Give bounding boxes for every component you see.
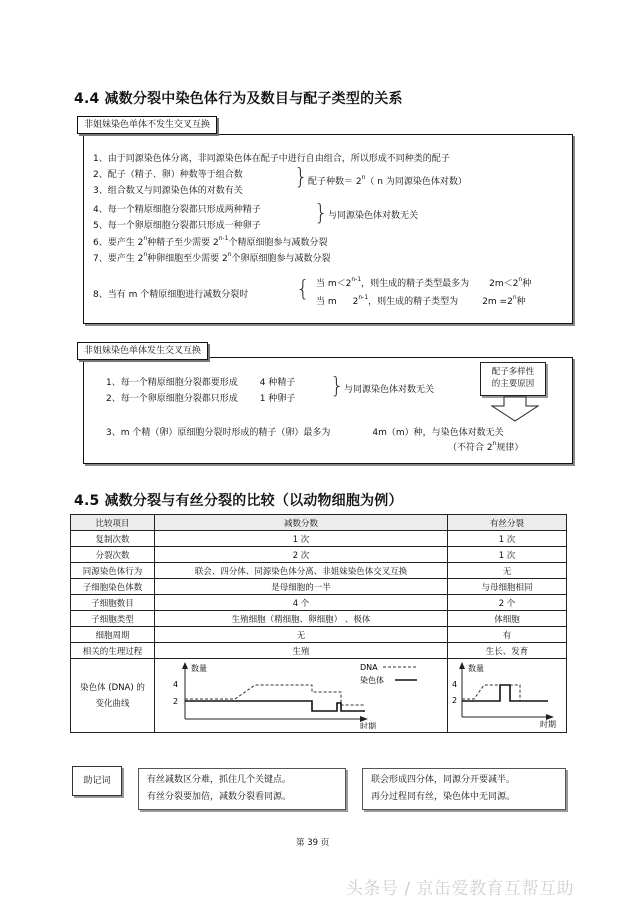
table-cell: 细胞周期 bbox=[71, 627, 155, 643]
box1-line-45-note: 与同源染色体对数无关 bbox=[328, 211, 419, 221]
table-cell: 子细胞类型 bbox=[71, 611, 155, 627]
table-cell: 生殖细胞（精细胞、卵细胞） 、极体 bbox=[155, 611, 448, 627]
table-cell: 子细胞染色体数 bbox=[71, 579, 155, 595]
table-cell: 相关的生理过程 bbox=[71, 643, 155, 659]
table-cell: 分裂次数 bbox=[71, 547, 155, 563]
box2-line-3-note: （不符合 2$^n$规律） bbox=[448, 440, 524, 453]
y-axis-label: 数量 bbox=[468, 664, 484, 673]
mitosis-curve-chart bbox=[448, 659, 566, 729]
table-header: 比较项目 bbox=[71, 515, 155, 531]
dna-series-line bbox=[462, 685, 548, 701]
table-row bbox=[71, 643, 567, 659]
case-2: 当 m 2$^{n-1}$，则生成的精子类型为 $2m =2^n$种 bbox=[316, 294, 526, 307]
table-cell: 生殖 bbox=[155, 643, 448, 659]
mnemonic-left-line-1: 有丝减数区分难，抓住几个关键点。 bbox=[147, 775, 292, 785]
y-tick-2: 2 bbox=[452, 696, 458, 705]
table-cell: 生长、发育 bbox=[448, 643, 567, 659]
table-cell: 无 bbox=[155, 627, 448, 643]
table-cell: 联会、四分体、同源染色体分离、非姐妹染色体交叉互换 bbox=[155, 563, 448, 579]
table-header-row bbox=[71, 515, 567, 531]
brace-icon: { bbox=[296, 277, 310, 302]
watermark: 头条号 / 京缶爱教育互帮互助 bbox=[346, 879, 575, 899]
mnemonic-right-line-1: 联会形成四分体，同源分开要减半。 bbox=[371, 775, 516, 785]
box2-line-1: 1、每一个精原细胞分裂都要形成 4 种精子 bbox=[106, 378, 296, 388]
dna-series-line bbox=[185, 685, 365, 705]
table-cell bbox=[71, 659, 155, 733]
y-axis-arrow bbox=[182, 662, 188, 669]
callout-box: 配子多样性 的主要原因 bbox=[480, 362, 546, 396]
table-cell: 复制次数 bbox=[71, 531, 155, 547]
x-axis-label: 时期 bbox=[540, 720, 556, 729]
brace-icon: } bbox=[294, 165, 308, 190]
box1-line-3: 3、组合数又与同源染色体的对数有关 bbox=[93, 186, 243, 196]
table-row bbox=[71, 547, 567, 563]
box2-line-3: 3、m 个精（卵）原细胞分裂时形成的精子（卵）最多为 4m（m）种，与染色体对数无关 bbox=[106, 428, 504, 438]
table-row bbox=[71, 563, 567, 579]
table-cell: 有 bbox=[448, 627, 567, 643]
meiosis-chart-cell bbox=[155, 659, 448, 733]
curve-label-2: 变化曲线 bbox=[95, 698, 130, 709]
y-tick-4: 4 bbox=[173, 680, 179, 689]
curve-label-1: 染色体 (DNA) 的 bbox=[80, 682, 145, 693]
table-row-curves bbox=[71, 659, 567, 733]
brace-icon: } bbox=[330, 374, 344, 399]
box1-line-5: 5、每一个卵原细胞分裂都只形成一种卵子 bbox=[93, 221, 261, 231]
box1-line-7: 7、要产生 2$^n$种卵细胞至少需要 2$^n$个卵原细胞参与减数分裂 bbox=[93, 251, 331, 264]
table-row bbox=[71, 595, 567, 611]
table-header: 有丝分裂 bbox=[448, 515, 567, 531]
table-cell: 是母细胞的一半 bbox=[155, 579, 448, 595]
table-cell: 同源染色体行为 bbox=[71, 563, 155, 579]
no-crossover-tab: 非姐妹染色单体不发生交叉互换 bbox=[77, 116, 217, 134]
box1-line-1: 1、由于同源染色体分离，非同源染色体在配子中进行自由组合，所以形成不同种类的配子 bbox=[93, 154, 450, 164]
section-4-5-title: 4.5 减数分裂与有丝分裂的比较（以动物细胞为例） bbox=[74, 493, 403, 509]
mnemonic-right-box bbox=[362, 768, 566, 810]
table-cell: 2 次 bbox=[155, 547, 448, 563]
table-cell: 无 bbox=[448, 563, 567, 579]
box2-line-12-note: 与同源染色体对数无关 bbox=[344, 385, 435, 395]
table-cell: 1 次 bbox=[448, 547, 567, 563]
crossover-tab: 非姐妹染色单体发生交叉互换 bbox=[77, 342, 208, 360]
table-cell: 体细胞 bbox=[448, 611, 567, 627]
table-row bbox=[71, 611, 567, 627]
legend-dna: DNA bbox=[360, 663, 378, 672]
table-row bbox=[71, 579, 567, 595]
table-cell: 与母细胞相同 bbox=[448, 579, 567, 595]
table-row bbox=[71, 531, 567, 547]
brace-icon: } bbox=[314, 201, 328, 226]
legend-chromosome: 染色体 bbox=[360, 676, 384, 685]
mnemonic-left-box bbox=[138, 768, 346, 810]
box2-line-2: 2、每一个卵原细胞分裂都只形成 1 种卵子 bbox=[106, 394, 296, 404]
table-cell: 1 次 bbox=[448, 531, 567, 547]
section-4-4-title: 4.4 减数分裂中染色体行为及数目与配子类型的关系 bbox=[74, 91, 403, 107]
mnemonic-tab: 助记词 bbox=[72, 766, 122, 796]
gamete-formula: 配子种数＝ $2^n$（ n 为同源染色体对数） bbox=[308, 174, 467, 187]
table-cell: 子细胞数目 bbox=[71, 595, 155, 611]
box1-line-2: 2、配子（精子、卵）种数等于组合数 bbox=[93, 170, 243, 180]
mitosis-chart-cell bbox=[448, 659, 567, 733]
mnemonic-right-line-2: 再分过程同有丝，染色体中无同源。 bbox=[371, 792, 516, 802]
box1-line-8: 8、当有 m 个精原细胞进行减数分裂时 bbox=[93, 290, 249, 300]
y-tick-2: 2 bbox=[173, 697, 179, 706]
chromosome-series-line bbox=[185, 701, 365, 711]
x-axis-label: 时期 bbox=[360, 722, 376, 729]
meiosis-curve-chart bbox=[155, 659, 447, 729]
y-axis-arrow bbox=[459, 662, 465, 669]
box1-line-4: 4、每一个精原细胞分裂都只形成两种精子 bbox=[93, 205, 261, 215]
down-arrow-icon bbox=[490, 396, 540, 422]
y-tick-4: 4 bbox=[452, 680, 458, 689]
table-cell: 2 个 bbox=[448, 595, 567, 611]
table-cell: 4 个 bbox=[155, 595, 448, 611]
case-1: 当 $m<2^{n-1}$，则生成的精子类型最多为 $2m<2^n$种 bbox=[316, 276, 532, 289]
page-number: 第 39 页 bbox=[296, 838, 330, 848]
comparison-table bbox=[70, 514, 567, 733]
box1-line-6: 6、要产生 2$^n$种精子至少需要 2$^{n-1}$个精原细胞参与减数分裂 bbox=[93, 235, 328, 248]
mnemonic-left-line-2: 有丝分裂要加倍，减数分裂看同源。 bbox=[147, 792, 292, 802]
y-axis-label: 数量 bbox=[191, 664, 207, 673]
table-cell: 1 次 bbox=[155, 531, 448, 547]
table-row bbox=[71, 627, 567, 643]
table-header: 减数分数 bbox=[155, 515, 448, 531]
